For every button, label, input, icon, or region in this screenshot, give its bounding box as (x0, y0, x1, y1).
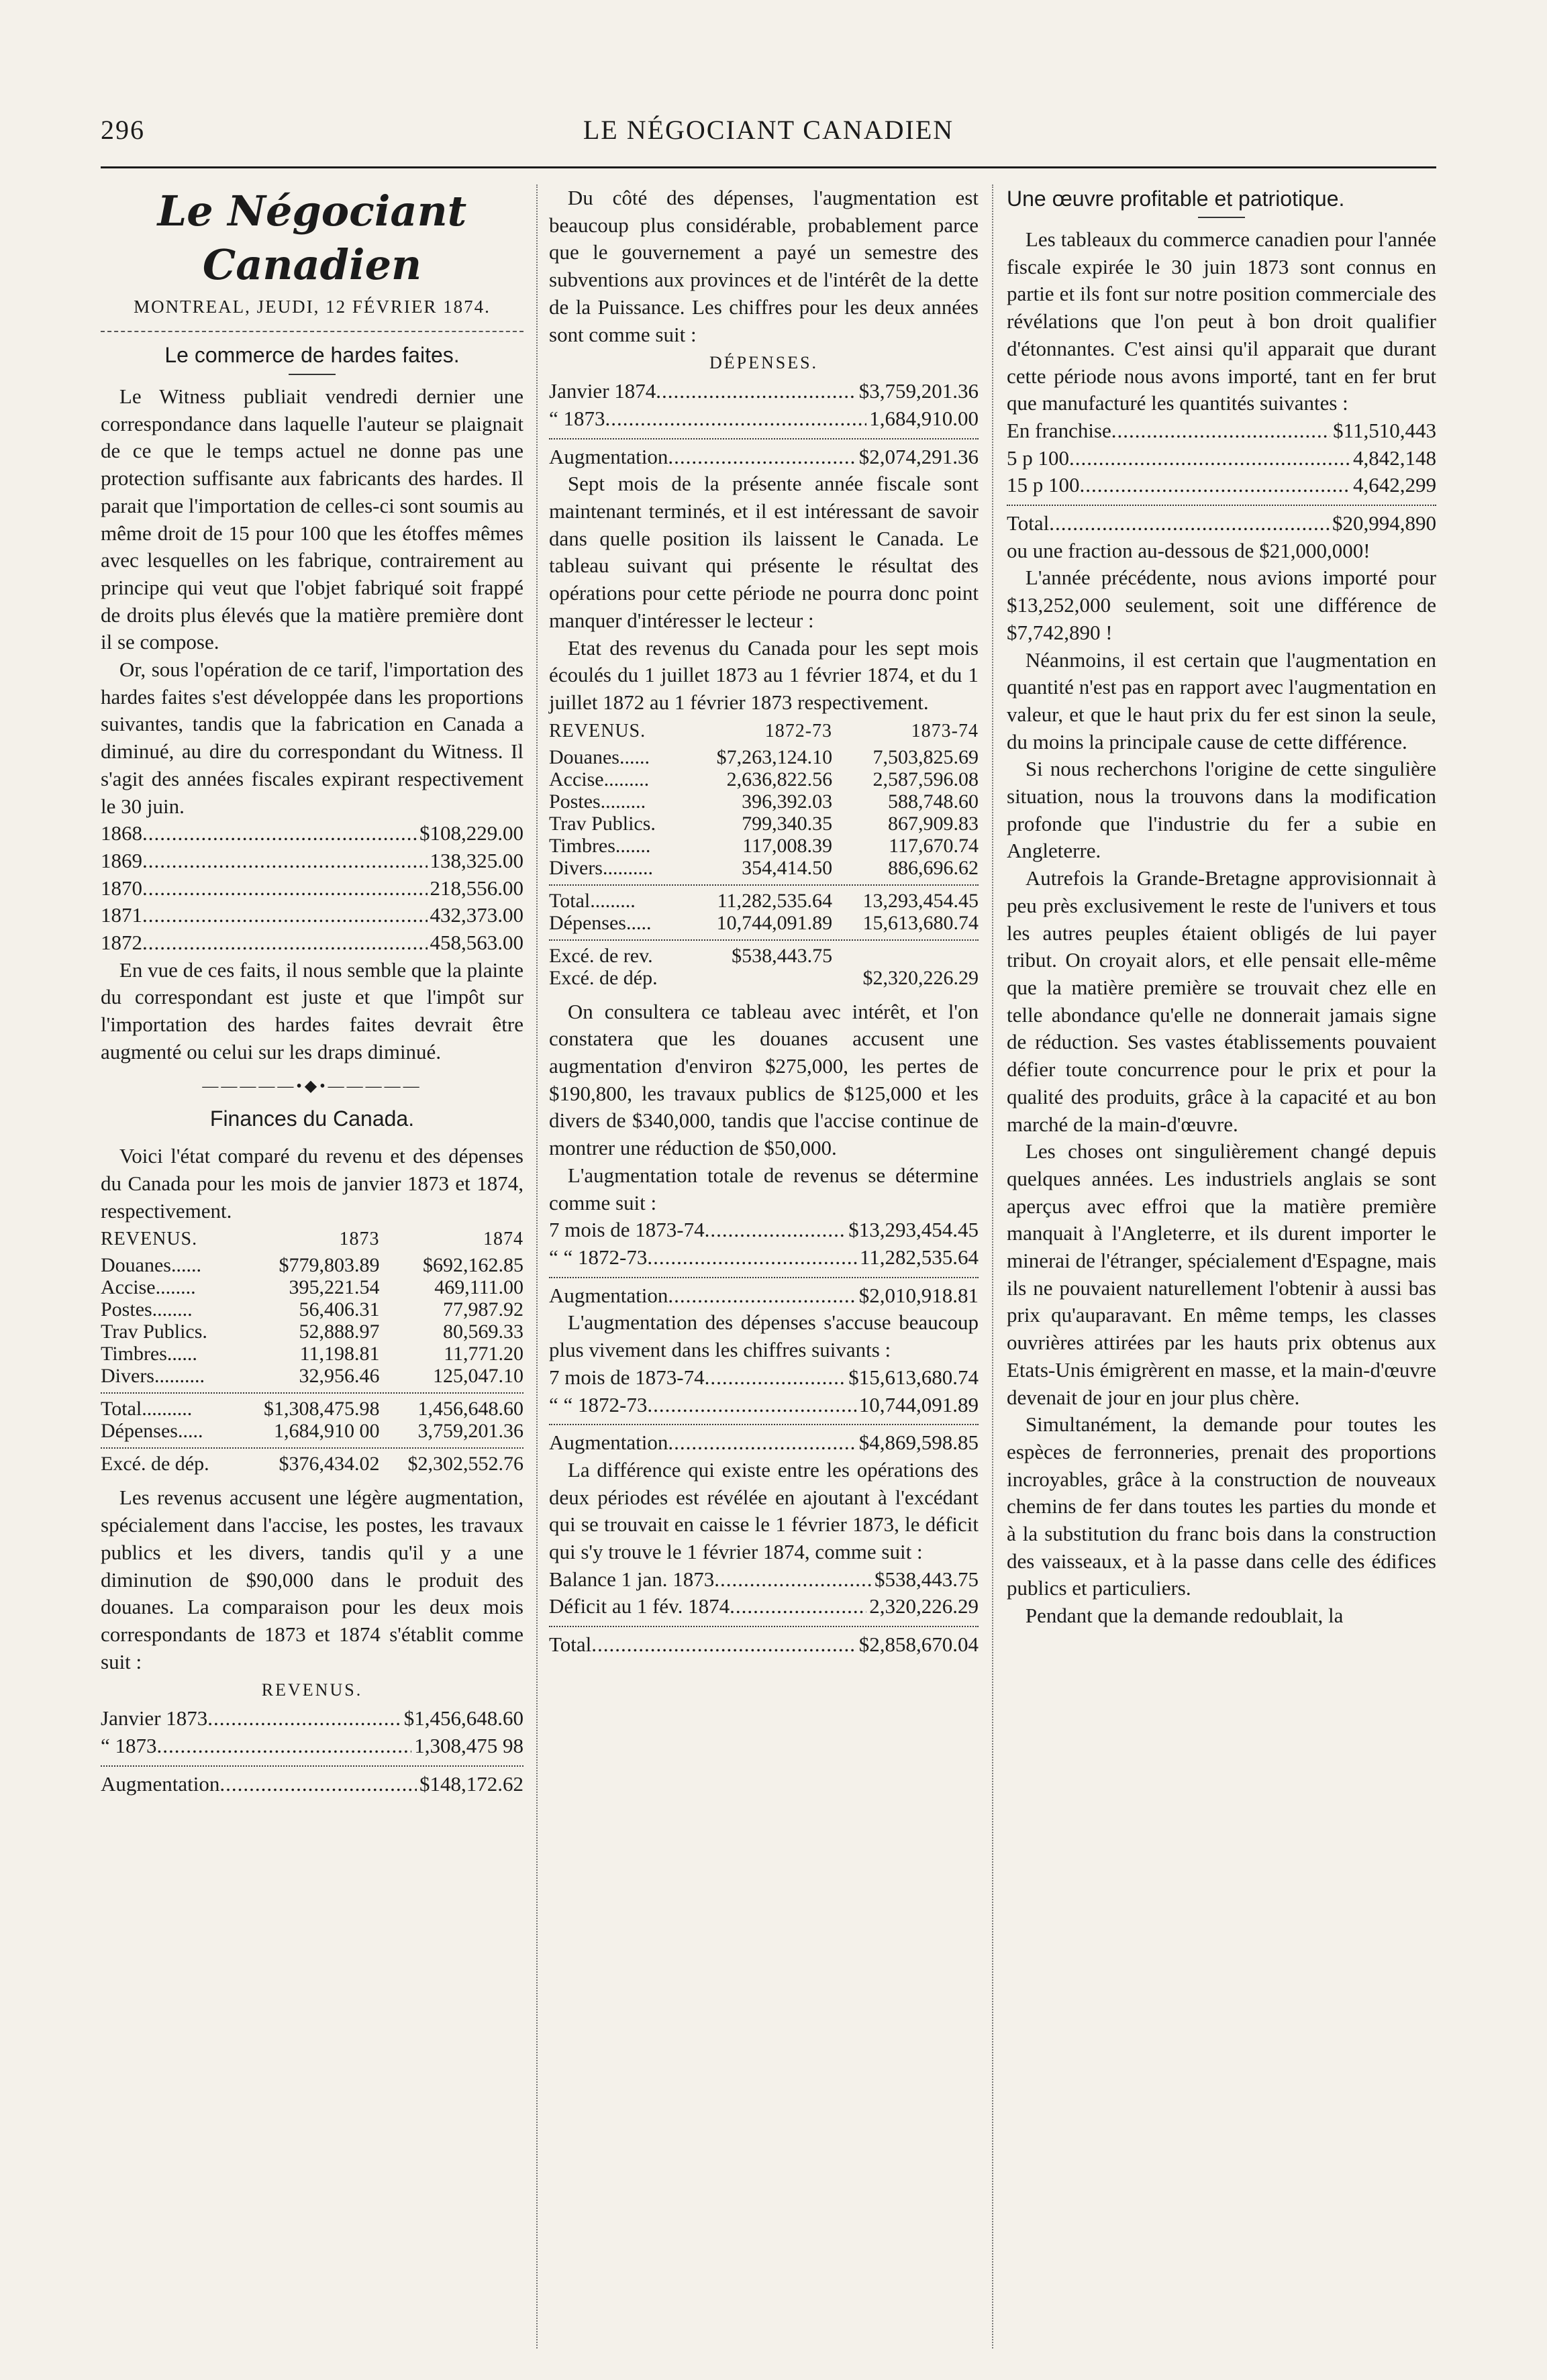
table-row: Postes........ 56,406.31 77,987.92 (101, 1298, 523, 1321)
article-paragraph: Autrefois la Grande-Bretagne approvisionnait à peu près exclusivement le reste de l'univers et tous les autres peuples étaient obligés de lui payer tribut. On croyait alors, et elle pensait elle-même que la matière première se trouvait chez elle en telle abondance qu'elle ne donnerait jamais signe de réduction. Ses vastes établissements pouvaient défier toute concurrence pour le prix et pour la qualité des produits, grâce à la capacité et au bon marché de la main-d'œuvre. (1007, 866, 1436, 1136)
table-row: Timbres....... 117,008.39 117,670.74 (549, 834, 979, 857)
list-item: 7 mois de 1873-74 ..... $15,613,680.74 (549, 1364, 979, 1392)
page-number: 296 (101, 115, 145, 145)
list-item: “ 1873 ..... 1,684,910.00 (549, 405, 979, 433)
article-paragraph: Pendant que la demande redoublait, la (1025, 1604, 1344, 1628)
table-row: Accise......... 2,636,822.56 2,587,596.08 (549, 768, 979, 790)
table-row: Douanes...... $779,803.89 $692,162.85 (101, 1254, 523, 1277)
list-item: 1872 ..... 458,563.00 (101, 929, 523, 957)
table-row: Accise........ 395,221.54 469,111.00 (101, 1276, 523, 1299)
table-row: Dépenses..... 1,684,910 00 3,759,201.36 (101, 1420, 523, 1443)
article-paragraph: Le Witness publiait vendredi dernier une correspondance dans laquelle l'auteur se plaignait de ce que le temps actuel ne donne pas une protection suffisante aux fabricants des hardes. Il parait que l'importation de celles-ci sont soumis au même droit de 15 pour 100 que les étoffes mêmes avec lesquelles on les fabrique, contrairement au principe qui veut que l'objet fabriqué soit frappé de droits plus élevés que la matière première dont il se compose. (101, 384, 523, 654)
divider (549, 1626, 979, 1627)
divider (101, 331, 523, 332)
list-item: Janvier 1873 ..... $1,456,648.60 (101, 1705, 523, 1732)
list-item: Janvier 1874 ..... $3,759,201.36 (549, 378, 979, 405)
table-header-row: REVENUS. 1872-73 1873-74 (549, 720, 979, 741)
table-total-row: Total.......... $1,308,475.98 1,456,648.60 (101, 1398, 523, 1420)
list-item: 1868 ..... $108,229.00 (101, 820, 523, 847)
article-paragraph: Néanmoins, il est certain que l'augmentation en quantité n'est pas en rapport avec l'augmentation en valeur, et que le haut prix du fer est sinon la seule, du moins la principale cause de cette différence. (1007, 648, 1436, 754)
article-paragraph: La différence qui existe entre les opérations des deux périodes est révélée en ajoutant à l'excédant qui se trouvait en caisse le 1 février 1873, le déficit qui s'y trouve le 1 février 1874, comme suit : (549, 1457, 979, 1564)
table-row: Divers.......... 354,414.50 886,696.62 (549, 856, 979, 879)
table-row: Postes......... 396,392.03 588,748.60 (549, 790, 979, 813)
divider (1007, 505, 1436, 506)
list-item: 7 mois de 1873-74 ..... $13,293,454.45 (549, 1217, 979, 1244)
table-row: Excé. de rev. $538,443.75 (549, 944, 833, 967)
list-item: Total ..... $2,858,670.04 (549, 1631, 979, 1659)
imports-by-year-list (101, 820, 523, 957)
list-item: Augmentation ..... $148,172.62 (101, 1771, 523, 1798)
article-paragraph: Simultanément, la demande pour toutes les espèces de ferronneries, prenait des proportions incroyables, grâce à la construction de nouveaux chemins de fer dans toutes les parties du monde et à la substitution du franc bois dans la construction des vaisseaux, et à la passe dans celle des édifices publics et particuliers. (1007, 1412, 1436, 1600)
article-paragraph: Les revenus accusent une légère augmentation, spécialement dans l'accise, les postes, les travaux publics et les divers, tandis qu'il y a une diminution de $90,000 dans le produit des douanes. La comparaison pour les deux mois correspondants de 1873 et 1874 s'établit comme suit : (101, 1486, 523, 1673)
list-item: 1869 ..... 138,325.00 (101, 847, 523, 875)
list-item: Augmentation ..... $2,010,918.81 (549, 1282, 979, 1310)
article-heading: Finances du Canada. (209, 1106, 415, 1131)
divider (549, 438, 979, 439)
running-title: LE NÉGOCIANT CANADIEN (583, 115, 954, 145)
article-paragraph: L'augmentation totale de revenus se détermine comme suit : (549, 1163, 979, 1214)
column-divider-1 (536, 185, 538, 2348)
article-paragraph: Si nous recherchons l'origine de cette singulière situation, nous la trouvons dans la modification profonde que l'industrie du fer a subie en Angleterre. (1007, 757, 1436, 863)
divider (289, 374, 336, 375)
article-paragraph: Les choses ont singulièrement changé depuis quelques années. Les industriels anglais se sont aperçus avec effroi que la matière première manquait à l'Angleterre, et ils durent importer le minerai de l'étranger, spécialement d'Espagne, mais ils ne pouvaient naturellement l'obtenir à aussi bas prix qu'auparavant. En même temps, les classes ouvrières attirées par les hauts prix obtenus aux Etats-Unis émigrèrent en masse, et la main-d'œuvre devenait de jour en jour plus chère. (1007, 1139, 1437, 1409)
article-heading: Le commerce de hardes faites. (164, 343, 460, 367)
list-item: “ 1873 ..... 1,308,475 98 (101, 1732, 523, 1760)
revenue-table-seven-months (549, 717, 979, 989)
article-paragraph: Du côté des dépenses, l'augmentation est beaucoup plus considérable, probablement parce que le gouvernement a payé un semestre des subventions aux provinces et de l'intérêt de la dette de la Puissance. Les chiffres pour les deux années sont comme suit : (549, 186, 979, 346)
running-head (101, 114, 1436, 154)
table-row: Trav Publics. 799,340.35 867,909.83 (549, 812, 979, 835)
ornament-divider: —————•◆•————— (202, 1077, 422, 1095)
list-item: 5 p 100 ..... 4,842,148 (1007, 445, 1436, 472)
table-row: Excé. de dép. $2,320,226.29 (549, 966, 979, 989)
divider (1198, 217, 1245, 218)
divider (101, 1765, 523, 1767)
list-item: Balance 1 jan. 1873 ..... $538,443.75 (549, 1566, 979, 1594)
revenue-table-january (101, 1225, 523, 1475)
column-2 (549, 185, 979, 1659)
list-item: 1870 ..... 218,556.00 (101, 875, 523, 902)
dateline: MONTREAL, JEUDI, 12 FÉVRIER 1874. (134, 297, 491, 317)
list-item: “ “ 1872-73 ..... 10,744,091.89 (549, 1392, 979, 1419)
article-paragraph: En vue de ces faits, il nous semble que la plainte du correspondant est juste et que l'impôt sur l'importation des hardes faites devrait être augmenté ou celui sur les draps diminué. (101, 958, 523, 1064)
article-paragraph: L'année précédente, nous avions importé pour $13,252,000 seulement, soit une différence de $7,742,890 ! (1007, 566, 1436, 644)
article-paragraph: Sept mois de la présente année fiscale sont maintenant terminés, et il est intéressant de savoir dans quelle position ils laissent le Canada. Le tableau suivant qui présente le résultat des opérations pour cette période ne pourra donc point manquer d'intéresser le lecteur : (549, 472, 979, 632)
table-total-row: Total......... 11,282,535.64 13,293,454.45 (549, 889, 979, 912)
column-1 (101, 185, 523, 1798)
table-row: Excé. de dép. $376,434.02 $2,302,552.76 (101, 1453, 523, 1476)
list-item: Augmentation ..... $2,074,291.36 (549, 444, 979, 471)
table-header-row: REVENUS. 1873 1874 (101, 1229, 523, 1250)
article-paragraph: Or, sous l'opération de ce tarif, l'importation des hardes faites s'est développée dans les proportions suivantes, tandis que la fabrication en Canada a diminué, au dire du correspondant du Witness. Il s'agit des années fiscales expirant respectivement le 30 juin. (101, 658, 523, 818)
header-rule (101, 166, 1436, 168)
list-item: 15 p 100 ..... 4,642,299 (1007, 472, 1436, 499)
article-paragraph: Les tableaux du commerce canadien pour l'année fiscale expirée le 30 juin 1873 sont connus en partie et ils font sur notre position commerciale des révélations que l'on peut à bon droit qualifier d'étonnantes. C'est ainsi qu'il apparait que durant cette période nous avons importé, tant en fer brut que manufacturé les quantités suivantes : (1007, 227, 1436, 415)
article-paragraph: Etat des revenus du Canada pour les sept mois écoulés du 1 juillet 1873 au 1 février 1874, et du 1 juillet 1872 au 1 février 1873 respectivement. (549, 635, 979, 714)
divider (549, 1277, 979, 1278)
table-caption: REVENUS. (261, 1680, 363, 1700)
table-row: Trav Publics. 52,888.97 80,569.33 (101, 1321, 523, 1343)
list-item: 1871 ..... 432,373.00 (101, 902, 523, 929)
list-item: Déficit au 1 fév. 1874 ..... 2,320,226.29 (549, 1593, 979, 1620)
table-row: Timbres...... 11,198.81 11,771.20 (101, 1343, 523, 1365)
column-3 (1007, 185, 1436, 1630)
table-row: Dépenses..... 10,744,091.89 15,613,680.74 (549, 911, 979, 934)
list-item: Augmentation ..... $4,869,598.85 (549, 1429, 979, 1457)
list-item: “ “ 1872-73 ..... 11,282,535.64 (549, 1244, 979, 1272)
article-paragraph: On consultera ce tableau avec intérêt, et l'on constatera que les douanes accusent une augmentation d'environ $275,000, les pertes de $190,800, les travaux publics de $125,000 et les divers de $340,000, tandis que l'accise continue de montrer une réduction de $50,000. (549, 999, 979, 1160)
table-caption: DÉPENSES. (709, 353, 819, 373)
list-item: En franchise ..... $11,510,443 (1007, 417, 1436, 445)
article-heading: Une œuvre profitable et patriotique. (1007, 187, 1345, 211)
table-row: Douanes...... $7,263,124.10 7,503,825.69 (549, 745, 979, 768)
article-paragraph: ou une fraction au-dessous de $21,000,000! (1007, 538, 1370, 562)
article-paragraph: L'augmentation des dépenses s'accuse beaucoup plus vivement dans les chiffres suivants : (549, 1310, 979, 1362)
column-divider-2 (992, 185, 993, 2348)
article-paragraph: Voici l'état comparé du revenu et des dépenses du Canada pour les mois de janvier 1873 et 1874, respectivement. (101, 1144, 523, 1223)
masthead-title: Le Négociant Canadien (157, 187, 467, 289)
list-item: Total ..... $20,994,890 (1007, 510, 1436, 537)
divider (549, 1424, 979, 1425)
table-row: Divers.......... 32,956.46 125,047.10 (101, 1365, 523, 1388)
